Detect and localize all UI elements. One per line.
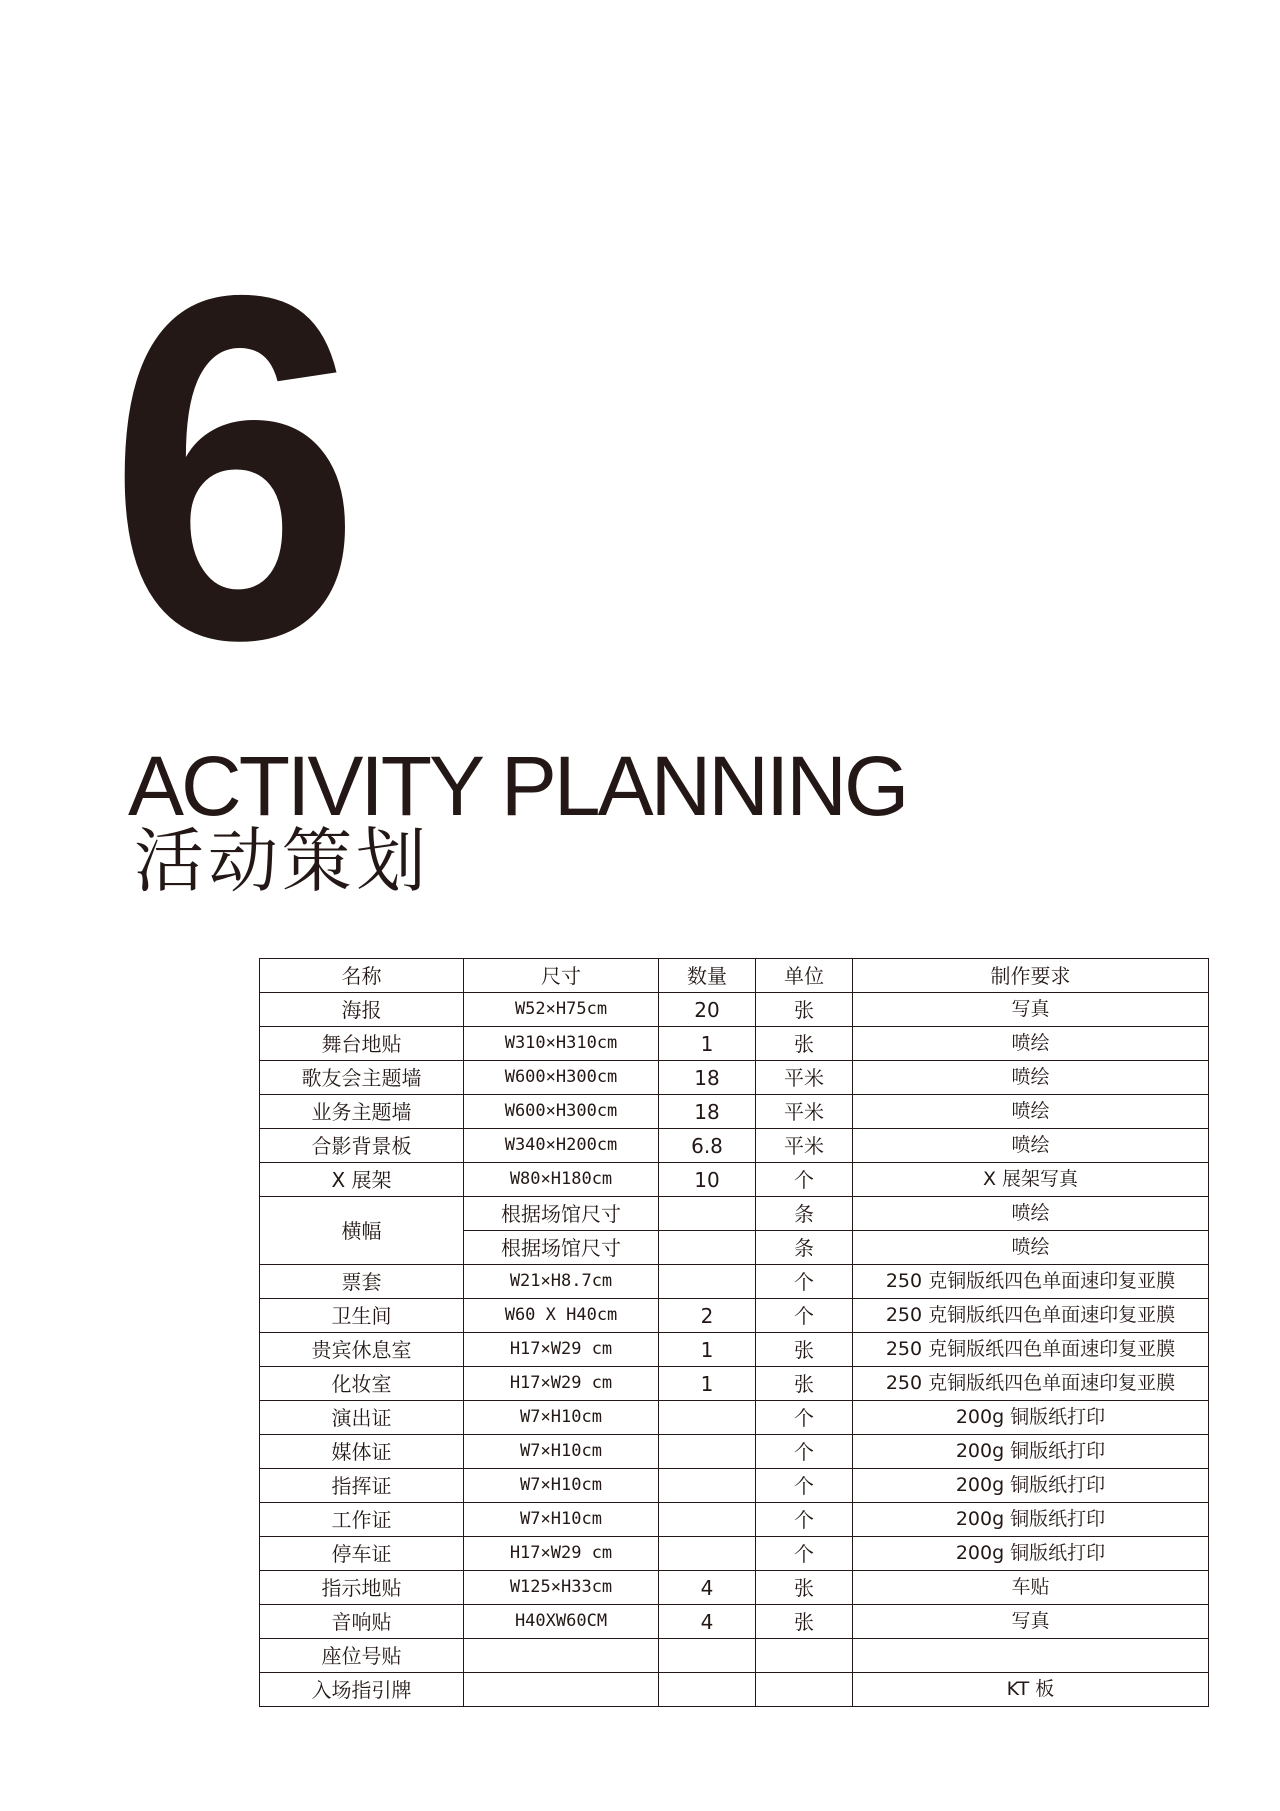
- cell-size: H17×W29 cm: [464, 1537, 659, 1571]
- table-row: [260, 1299, 1209, 1333]
- cell-size: W125×H33cm: [464, 1571, 659, 1605]
- cell-name: 海报: [260, 993, 464, 1027]
- cell-qty: 10: [659, 1163, 756, 1197]
- cell-size: W7×H10cm: [464, 1469, 659, 1503]
- table-row: [260, 1197, 1209, 1231]
- cell-qty: [659, 1231, 756, 1265]
- cell-requirement: 写真: [853, 1605, 1209, 1639]
- cell-requirement: 250 克铜版纸四色单面速印复亚膜: [853, 1333, 1209, 1367]
- cell-name: 合影背景板: [260, 1129, 464, 1163]
- header-qty: 数量: [659, 959, 756, 993]
- header-requirement: 制作要求: [853, 959, 1209, 993]
- cell-requirement: 200g 铜版纸打印: [853, 1503, 1209, 1537]
- cell-qty: 1: [659, 1367, 756, 1401]
- cell-size: W7×H10cm: [464, 1401, 659, 1435]
- cell-unit: [756, 1673, 853, 1707]
- cell-qty: [659, 1537, 756, 1571]
- table-row: [260, 993, 1209, 1027]
- cell-unit: 张: [756, 1333, 853, 1367]
- cell-qty: 6.8: [659, 1129, 756, 1163]
- cell-name: 工作证: [260, 1503, 464, 1537]
- cell-size: W60 X H40cm: [464, 1299, 659, 1333]
- chapter-number: 6: [108, 193, 353, 741]
- table-row: [260, 1605, 1209, 1639]
- cell-name: 入场指引牌: [260, 1673, 464, 1707]
- header-size: 尺寸: [464, 959, 659, 993]
- cell-name: 指挥证: [260, 1469, 464, 1503]
- cell-qty: 4: [659, 1605, 756, 1639]
- cell-qty: 20: [659, 993, 756, 1027]
- cell-unit: 条: [756, 1231, 853, 1265]
- cell-qty: [659, 1469, 756, 1503]
- header-name: 名称: [260, 959, 464, 993]
- cell-name: 停车证: [260, 1537, 464, 1571]
- cell-size: W21×H8.7cm: [464, 1265, 659, 1299]
- header-unit: 单位: [756, 959, 853, 993]
- cell-qty: 1: [659, 1027, 756, 1061]
- cell-unit: 平米: [756, 1061, 853, 1095]
- cell-unit: 条: [756, 1197, 853, 1231]
- cell-qty: 18: [659, 1095, 756, 1129]
- cell-qty: [659, 1639, 756, 1673]
- cell-unit: [756, 1639, 853, 1673]
- table-row: [260, 1367, 1209, 1401]
- cell-qty: 18: [659, 1061, 756, 1095]
- cell-size: H40XW60CM: [464, 1605, 659, 1639]
- cell-requirement: 喷绘: [853, 1129, 1209, 1163]
- cell-requirement: 喷绘: [853, 1061, 1209, 1095]
- cell-name: 票套: [260, 1265, 464, 1299]
- cell-unit: 张: [756, 1367, 853, 1401]
- cell-requirement: 喷绘: [853, 1231, 1209, 1265]
- cell-unit: 个: [756, 1435, 853, 1469]
- table-row: [260, 1503, 1209, 1537]
- materials-table: [259, 958, 1209, 1707]
- cell-name: 媒体证: [260, 1435, 464, 1469]
- cell-requirement: 喷绘: [853, 1027, 1209, 1061]
- cell-unit: 张: [756, 1027, 853, 1061]
- cell-name: X 展架: [260, 1163, 464, 1197]
- table-row: [260, 1435, 1209, 1469]
- cell-unit: 张: [756, 1605, 853, 1639]
- cell-size: W600×H300cm: [464, 1095, 659, 1129]
- cell-unit: 个: [756, 1163, 853, 1197]
- table-row: [260, 1265, 1209, 1299]
- cell-name: 音响贴: [260, 1605, 464, 1639]
- cell-requirement: 250 克铜版纸四色单面速印复亚膜: [853, 1265, 1209, 1299]
- cell-size: 根据场馆尺寸: [464, 1197, 659, 1231]
- table-header-row: [260, 959, 1209, 993]
- cell-name: 横幅: [260, 1197, 464, 1265]
- chapter-title-en: ACTIVITY PLANNING: [128, 739, 907, 833]
- table-row: [260, 1571, 1209, 1605]
- cell-name: 歌友会主题墙: [260, 1061, 464, 1095]
- cell-name: 卫生间: [260, 1299, 464, 1333]
- cell-size: W7×H10cm: [464, 1503, 659, 1537]
- cell-unit: 张: [756, 1571, 853, 1605]
- cell-requirement: 车贴: [853, 1571, 1209, 1605]
- table-row: [260, 1537, 1209, 1571]
- cell-size: W600×H300cm: [464, 1061, 659, 1095]
- cell-name: 贵宾休息室: [260, 1333, 464, 1367]
- table-row: [260, 1673, 1209, 1707]
- cell-size: H17×W29 cm: [464, 1367, 659, 1401]
- cell-name: 演出证: [260, 1401, 464, 1435]
- cell-unit: 平米: [756, 1095, 853, 1129]
- table-row: [260, 1061, 1209, 1095]
- table-row: [260, 1469, 1209, 1503]
- cell-qty: [659, 1673, 756, 1707]
- cell-unit: 张: [756, 993, 853, 1027]
- cell-size: W7×H10cm: [464, 1435, 659, 1469]
- cell-unit: 平米: [756, 1129, 853, 1163]
- cell-name: 座位号贴: [260, 1639, 464, 1673]
- table-row: [260, 1333, 1209, 1367]
- cell-qty: [659, 1401, 756, 1435]
- cell-name: 指示地贴: [260, 1571, 464, 1605]
- table-row: [260, 1639, 1209, 1673]
- cell-name: 化妆室: [260, 1367, 464, 1401]
- cell-size: W52×H75cm: [464, 993, 659, 1027]
- cell-requirement: 250 克铜版纸四色单面速印复亚膜: [853, 1299, 1209, 1333]
- cell-unit: 个: [756, 1401, 853, 1435]
- chapter-title-zh: 活动策划: [134, 820, 430, 902]
- cell-qty: 2: [659, 1299, 756, 1333]
- cell-requirement: KT 板: [853, 1673, 1209, 1707]
- cell-size: [464, 1673, 659, 1707]
- cell-size: W310×H310cm: [464, 1027, 659, 1061]
- cell-size: H17×W29 cm: [464, 1333, 659, 1367]
- cell-qty: 1: [659, 1333, 756, 1367]
- cell-size: W340×H200cm: [464, 1129, 659, 1163]
- cell-size: W80×H180cm: [464, 1163, 659, 1197]
- cell-size: 根据场馆尺寸: [464, 1231, 659, 1265]
- cell-requirement: 200g 铜版纸打印: [853, 1435, 1209, 1469]
- cell-requirement: 喷绘: [853, 1197, 1209, 1231]
- cell-requirement: 喷绘: [853, 1095, 1209, 1129]
- cell-requirement: [853, 1639, 1209, 1673]
- cell-requirement: 200g 铜版纸打印: [853, 1469, 1209, 1503]
- cell-requirement: 250 克铜版纸四色单面速印复亚膜: [853, 1367, 1209, 1401]
- cell-unit: 个: [756, 1299, 853, 1333]
- cell-requirement: 写真: [853, 993, 1209, 1027]
- table-row: [260, 1095, 1209, 1129]
- cell-qty: [659, 1265, 756, 1299]
- cell-unit: 个: [756, 1265, 853, 1299]
- cell-qty: 4: [659, 1571, 756, 1605]
- cell-name: 舞台地贴: [260, 1027, 464, 1061]
- cell-unit: 个: [756, 1537, 853, 1571]
- cell-size: [464, 1639, 659, 1673]
- cell-name: 业务主题墙: [260, 1095, 464, 1129]
- cell-qty: [659, 1503, 756, 1537]
- table-row: [260, 1027, 1209, 1061]
- cell-requirement: 200g 铜版纸打印: [853, 1537, 1209, 1571]
- cell-requirement: 200g 铜版纸打印: [853, 1401, 1209, 1435]
- table-row: [260, 1163, 1209, 1197]
- table-row: [260, 1401, 1209, 1435]
- cell-qty: [659, 1197, 756, 1231]
- cell-unit: 个: [756, 1503, 853, 1537]
- table-row: [260, 1129, 1209, 1163]
- cell-unit: 个: [756, 1469, 853, 1503]
- cell-qty: [659, 1435, 756, 1469]
- cell-requirement: X 展架写真: [853, 1163, 1209, 1197]
